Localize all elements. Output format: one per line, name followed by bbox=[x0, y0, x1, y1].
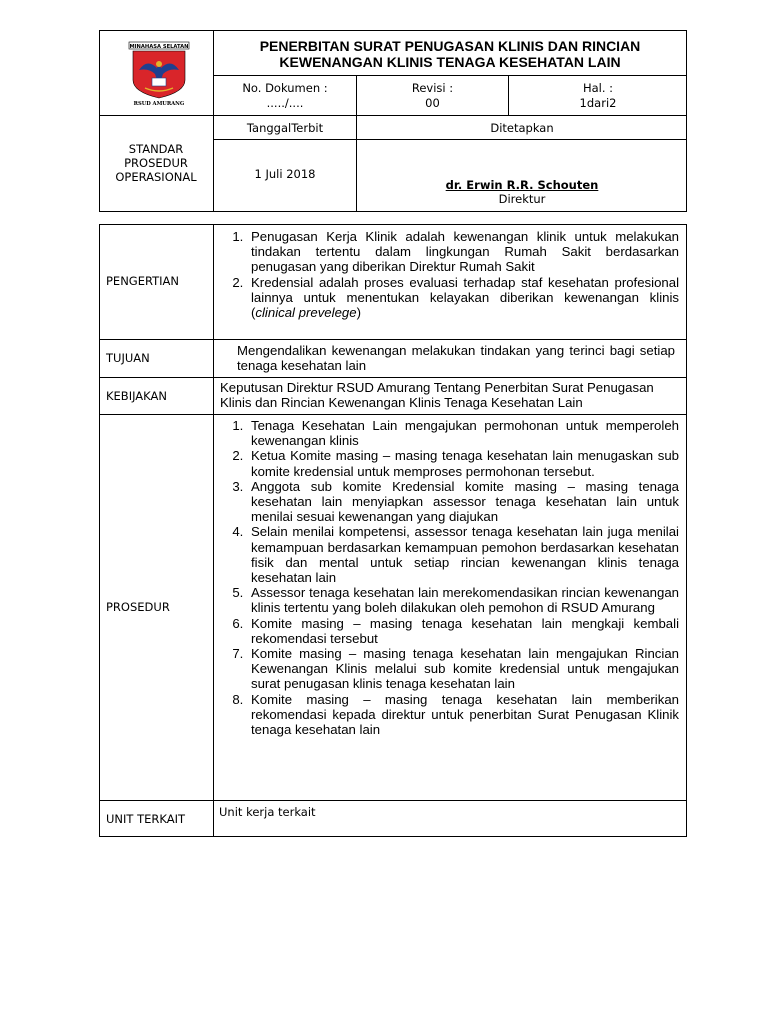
tanggal-terbit-label: TanggalTerbit bbox=[246, 121, 324, 135]
revisi-label: Revisi : bbox=[411, 81, 454, 95]
revisi-value: 00 bbox=[425, 96, 440, 110]
logo-caption: RSUD AMURANG bbox=[133, 101, 185, 106]
kebijakan-label: KEBIJAKAN bbox=[106, 389, 167, 403]
signer-name: dr. Erwin R.R. Schouten bbox=[445, 178, 599, 192]
prosedur-list bbox=[219, 418, 679, 737]
list-item: 4. Selain menilai kompetensi, assessor tenaga kesehatan lain juga menilai kemampuan berdasarkan kemampuan pemohon berdasarkan kesehatan fisik dan mental untuk setiap rincian kewenangan klinis tenaga kesehatan lain bbox=[247, 524, 679, 585]
no-dokumen-value: ...../.... bbox=[266, 96, 304, 110]
tujuan-text: Mengendalikan kewenangan melakukan tindakan yang terinci bagi setiap tenaga kesehatan lain bbox=[237, 343, 675, 374]
logo-banner-text: MINAHASA SELATAN bbox=[129, 43, 189, 50]
hal-value: 1dari2 bbox=[579, 96, 617, 110]
pengertian-label: PENGERTIAN bbox=[106, 274, 180, 288]
list-item: 6. Komite masing – masing tenaga kesehatan lain mengkaji kembali rekomendasi tersebut bbox=[247, 616, 679, 646]
unit-terkait-label: UNIT TERKAIT bbox=[106, 812, 185, 826]
list-item: 2. Ketua Komite masing – masing tenaga kesehatan lain menugaskan sub komite kredensial untuk memproses permohonan tersebut. bbox=[247, 448, 679, 478]
hal-label: Hal. : bbox=[582, 81, 614, 95]
italic-term: clinical prevelege bbox=[255, 305, 357, 321]
list-item: 2. Kredensial adalah proses evaluasi terhadap staf kesehatan profesional lainnya untuk menentukan kelayakan diberikan kewenangan klinis (clinical prevelege) bbox=[247, 275, 679, 321]
ditetapkan-label: Ditetapkan bbox=[490, 121, 554, 135]
list-item: 8. Komite masing – masing tenaga kesehatan lain memberikan rekomendasi kepada direktur untuk penerbitan Surat Penugasan Klinik tenaga kesehatan lain bbox=[247, 692, 679, 738]
list-item: 1. Penugasan Kerja Klinik adalah kewenangan klinik untuk melakukan tindakan tertentu dalam lingkungan Rumah Sakit berdasarkan penugasan yang diberikan Direktur Rumah Sakit bbox=[247, 229, 679, 275]
list-item: 3. Anggota sub komite Kredensial komite masing – masing tenaga kesehatan lain menyiapkan assessor tenaga kesehatan lain untuk menilai sesuai kewenangan yang diajukan bbox=[247, 479, 679, 525]
sop-label: STANDAR PROSEDUR OPERASIONAL bbox=[115, 142, 197, 184]
list-item: 7. Komite masing – masing tenaga kesehatan lain mengajukan Rincian Kewenangan Klinis melalui sub komite kredensial untuk mengajukan surat penugasan klinis tenaga kesehatan lain bbox=[247, 646, 679, 692]
tujuan-label: TUJUAN bbox=[106, 351, 150, 365]
signer-title: Direktur bbox=[498, 192, 546, 206]
prosedur-label: PROSEDUR bbox=[106, 600, 170, 614]
list-item: 1. Tenaga Kesehatan Lain mengajukan permohonan untuk memperoleh kewenangan klinis bbox=[247, 418, 679, 448]
pengertian-list bbox=[219, 229, 679, 320]
no-dokumen-label: No. Dokumen : bbox=[242, 81, 328, 95]
hospital-logo bbox=[123, 40, 195, 106]
tanggal-terbit-value: 1 Juli 2018 bbox=[254, 167, 316, 181]
kebijakan-text: Keputusan Direktur RSUD Amurang Tentang Penerbitan Surat Penugasan Klinis dan Rincian Kewenangan Klinis Tenaga Kesehatan Lain bbox=[220, 380, 654, 411]
unit-terkait-text: Unit kerja terkait bbox=[219, 805, 316, 819]
document-title: PENERBITAN SURAT PENUGASAN KLINIS DAN RINCIAN KEWENANGAN KLINIS TENAGA KESEHATAN LAIN bbox=[259, 38, 641, 70]
list-item: 5. Assessor tenaga kesehatan lain merekomendasikan rincian kewenangan klinis tertentu yang boleh dilakukan oleh pemohon di RSUD Amurang bbox=[247, 585, 679, 615]
